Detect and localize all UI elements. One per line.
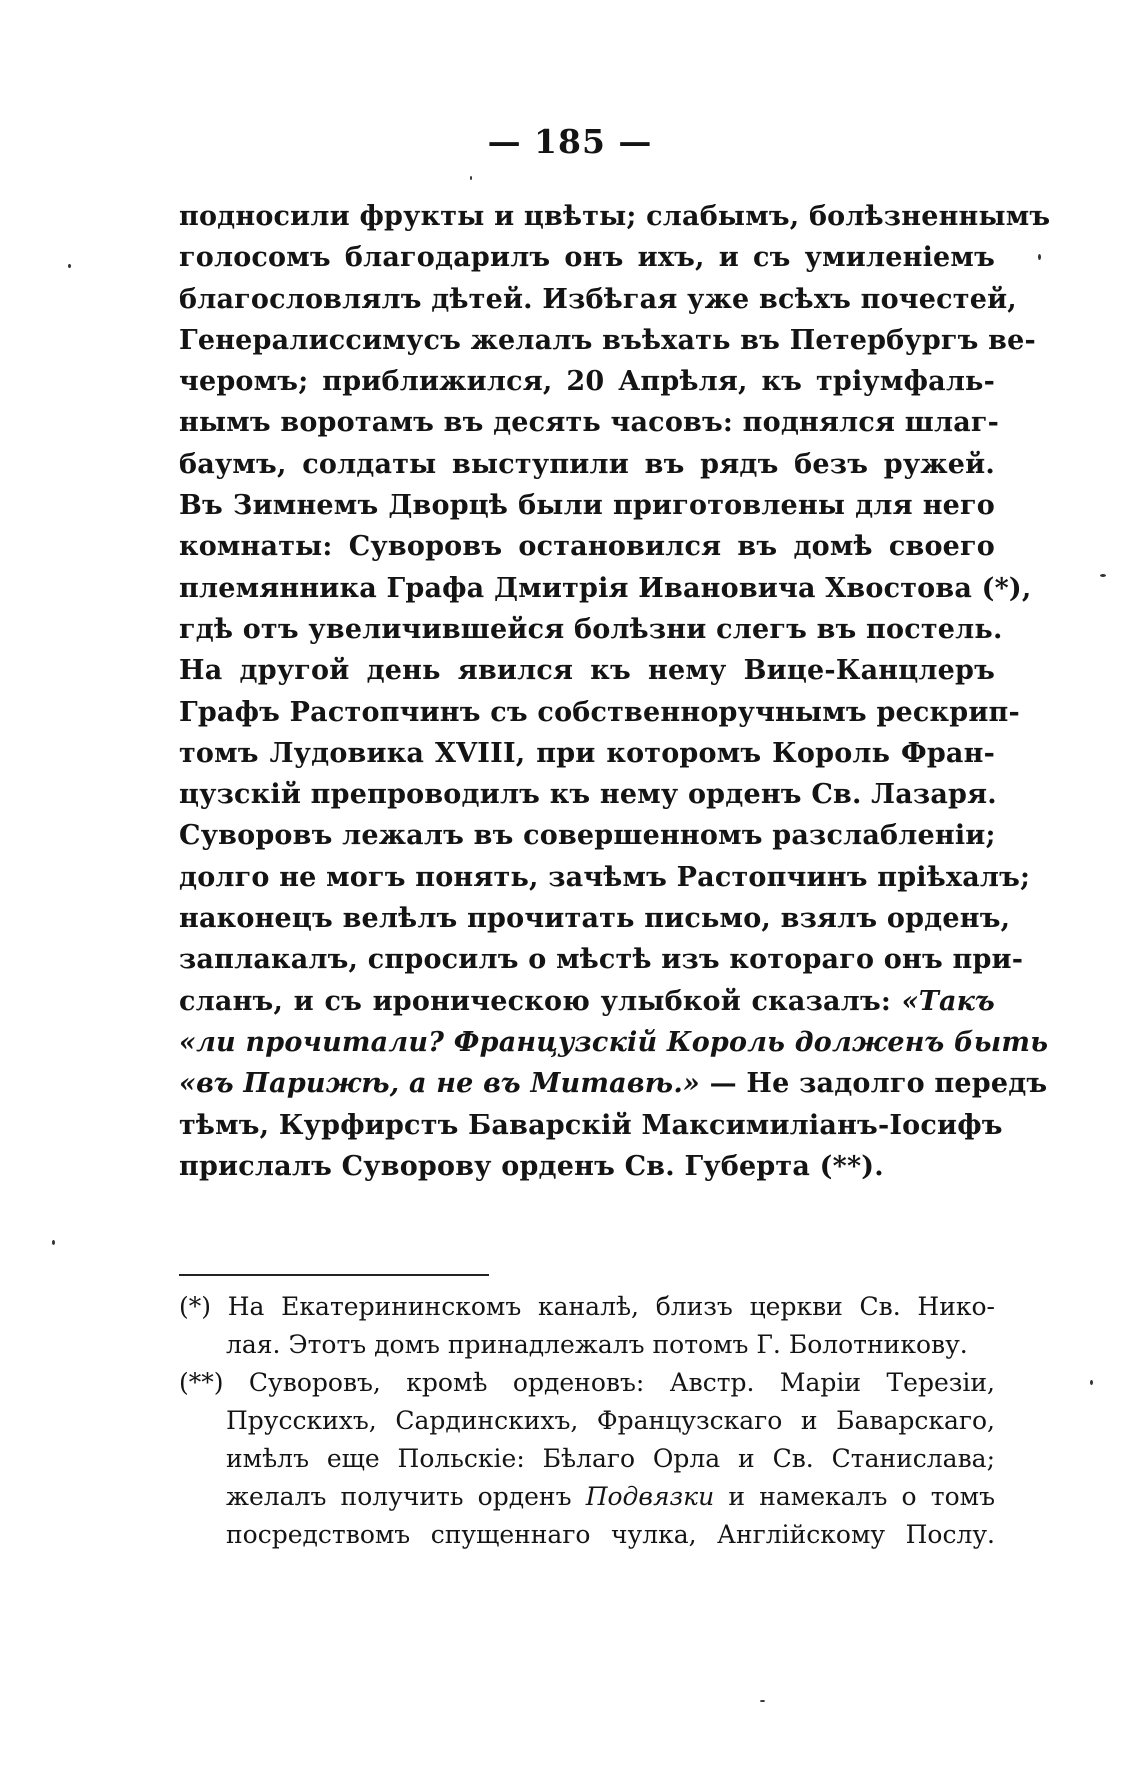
scan-speck: [52, 1240, 55, 1245]
text-line: долго не могъ понять, зачѣмъ Растопчинъ пріѣхалъ;: [179, 861, 1031, 893]
text-line: черомъ; приближился, 20 Апрѣля, къ тріумфаль-: [179, 366, 995, 398]
footnote-1-line: лая. Этотъ домъ принадлежалъ потомъ Г. Болотникову.: [226, 1330, 968, 1359]
footnote-1-line: (*) На Екатерининскомъ каналѣ, близъ церкви Св. Нико-: [179, 1292, 995, 1321]
text-line: подносили фрукты и цвѣты; слабымъ, болѣзненнымъ: [179, 201, 1051, 232]
text-line: На другой день явился къ нему Вице-Канцлеръ: [179, 655, 995, 687]
text-line-quote-start: [179, 981, 995, 1022]
quote-line: «ли прочитали? Французскій Король долженъ быть: [179, 1026, 1049, 1058]
quote-text: «въ Парижѣ, а не въ Митавѣ.»: [179, 1068, 700, 1100]
footnote-2-line: (**) Суворовъ, кромѣ орденовъ: Австр. Маріи Терезіи,: [179, 1368, 995, 1397]
text-line: прислалъ Суворову орденъ Св. Губерта (**).: [179, 1150, 884, 1182]
main-text: [179, 196, 1051, 1187]
scan-speck: [760, 1700, 765, 1702]
text-line: гдѣ отъ увеличившейся болѣзни слегъ въ постель.: [179, 613, 1003, 645]
footnote-2-line: посредствомъ спущеннаго чулка, Англійскому Послу.: [226, 1520, 995, 1549]
text-line: заплакалъ, спросилъ о мѣстѣ изъ котораго онъ при-: [179, 944, 1024, 976]
footnote-2-line: Прусскихъ, Сардинскихъ, Французскаго и Баварскаго,: [226, 1406, 995, 1435]
footnote-2-line: [179, 1478, 995, 1516]
text-run: сланъ, и съ ироническою улыбкой сказалъ:: [179, 985, 892, 1017]
text-line: томъ Лудовика XVIII, при которомъ Король Фран-: [179, 737, 995, 769]
text-line-quote-end: [179, 1063, 1048, 1104]
quote-text: «Такъ: [901, 985, 995, 1017]
text-line: комнаты: Суворовъ остановился въ домѣ своего: [179, 531, 995, 563]
text-line: нымъ воротамъ въ десять часовъ: поднялся шлаг-: [179, 407, 1000, 439]
page-number: — 185 —: [487, 122, 653, 161]
text-run: — Не задолго передъ: [709, 1068, 1048, 1100]
text-line: племянника Графа Дмитрія Ивановича Хвостова (*),: [179, 572, 1032, 604]
scan-speck: [1090, 1380, 1093, 1385]
scan-speck: [1038, 254, 1041, 260]
text-line: цузскій препроводилъ къ нему орденъ Св. Лазаря.: [179, 779, 997, 811]
text-run: желалъ получить орденъ: [226, 1482, 572, 1511]
text-line: Генералиссимусъ желалъ въѣхать въ Петербургъ ве-: [179, 324, 1036, 356]
text-line: Суворовъ лежалъ въ совершенномъ разслабленіи;: [179, 820, 996, 852]
text-line: баумъ, солдаты выступили въ рядъ безъ ружей.: [179, 448, 995, 480]
footnote-divider: [179, 1274, 489, 1276]
text-line: Въ Зимнемъ Дворцѣ были приготовлены для него: [179, 490, 995, 522]
scan-speck: [470, 176, 472, 180]
scan-speck: [1100, 574, 1106, 577]
text-run: и намекалъ о томъ: [728, 1482, 996, 1511]
text-line: тѣмъ, Курфирстъ Баварскій Максимиліанъ-Іосифъ: [179, 1109, 1003, 1141]
scan-speck: [68, 264, 71, 268]
footnotes: [179, 1288, 995, 1554]
text-line: благословлялъ дѣтей. Избѣгая уже всѣхъ почестей,: [179, 283, 1017, 315]
garter-order-text: Подвязки: [585, 1482, 715, 1511]
text-line: наконецъ велѣлъ прочитать письмо, взялъ орденъ,: [179, 903, 1011, 935]
footnote-2-line: имѣлъ еще Польскіе: Бѣлаго Орла и Св. Станислава;: [226, 1444, 995, 1473]
text-line: Графъ Растопчинъ съ собственноручнымъ рескрип-: [179, 696, 1020, 728]
text-line: голосомъ благодарилъ онъ ихъ, и съ умиленіемъ: [179, 242, 995, 274]
